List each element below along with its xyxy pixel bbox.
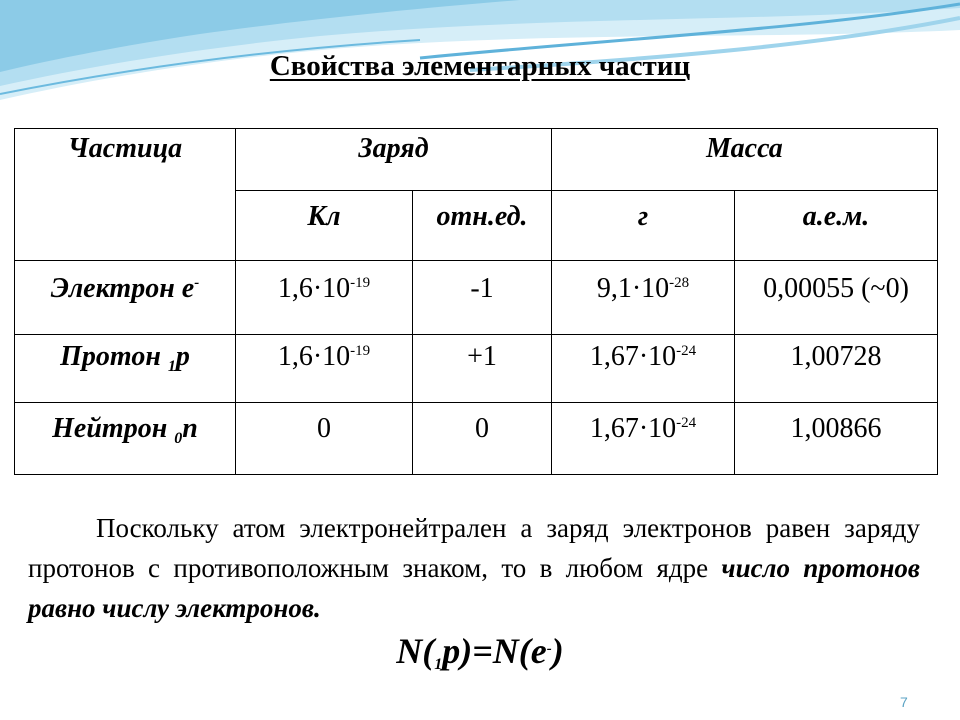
paragraph-emphasis: число протонов равно числу электронов. <box>28 553 920 623</box>
mass-amu: 1,00866 <box>735 403 938 475</box>
particle-name: Электрон е- <box>15 261 236 335</box>
header-mass: Масса <box>552 129 938 191</box>
unit-gram: г <box>552 191 735 261</box>
formula: $N(_1p)=N(e^-)$ <box>396 631 564 673</box>
mass-amu: 0,00055 (~0) <box>735 261 938 335</box>
unit-coulomb: Кл <box>236 191 413 261</box>
table-row <box>15 403 938 475</box>
mass-amu: 1,00728 <box>735 335 938 403</box>
charge-relative: +1 <box>413 335 552 403</box>
mass-gram: $1,67\cdot 10^{-24}$ <box>552 335 735 403</box>
slide-title: Свойства элементарных частиц <box>269 50 691 82</box>
table-header-row <box>15 129 938 191</box>
charge-coulomb: $1,6\cdot 10^{-19}$ <box>236 261 413 335</box>
paragraph-text: Поскольку атом электронейтрален а заряд электронов равен заряду протонов с противоположным знаком, то в любом ядре <box>28 513 920 583</box>
charge-relative: 0 <box>413 403 552 475</box>
header-charge: Заряд <box>236 129 552 191</box>
table-row <box>15 261 938 335</box>
unit-amu: а.е.м. <box>735 191 938 261</box>
unit-relative: отн.ед. <box>413 191 552 261</box>
mass-gram: $9,1\cdot 10^{-28}$ <box>552 261 735 335</box>
header-particle: Частица <box>15 129 236 261</box>
page-number: 7 <box>900 694 908 710</box>
charge-coulomb: $1,6\cdot 10^{-19}$ <box>236 335 413 403</box>
particle-name: Протон $_1$р <box>15 335 236 403</box>
particle-name: Нейтрон $_0$n <box>15 403 236 475</box>
mass-gram: $1,67\cdot 10^{-24}$ <box>552 403 735 475</box>
charge-coulomb: 0 <box>236 403 413 475</box>
particles-table <box>14 128 938 475</box>
charge-relative: -1 <box>413 261 552 335</box>
table-row <box>15 335 938 403</box>
explanation-paragraph <box>28 508 920 628</box>
